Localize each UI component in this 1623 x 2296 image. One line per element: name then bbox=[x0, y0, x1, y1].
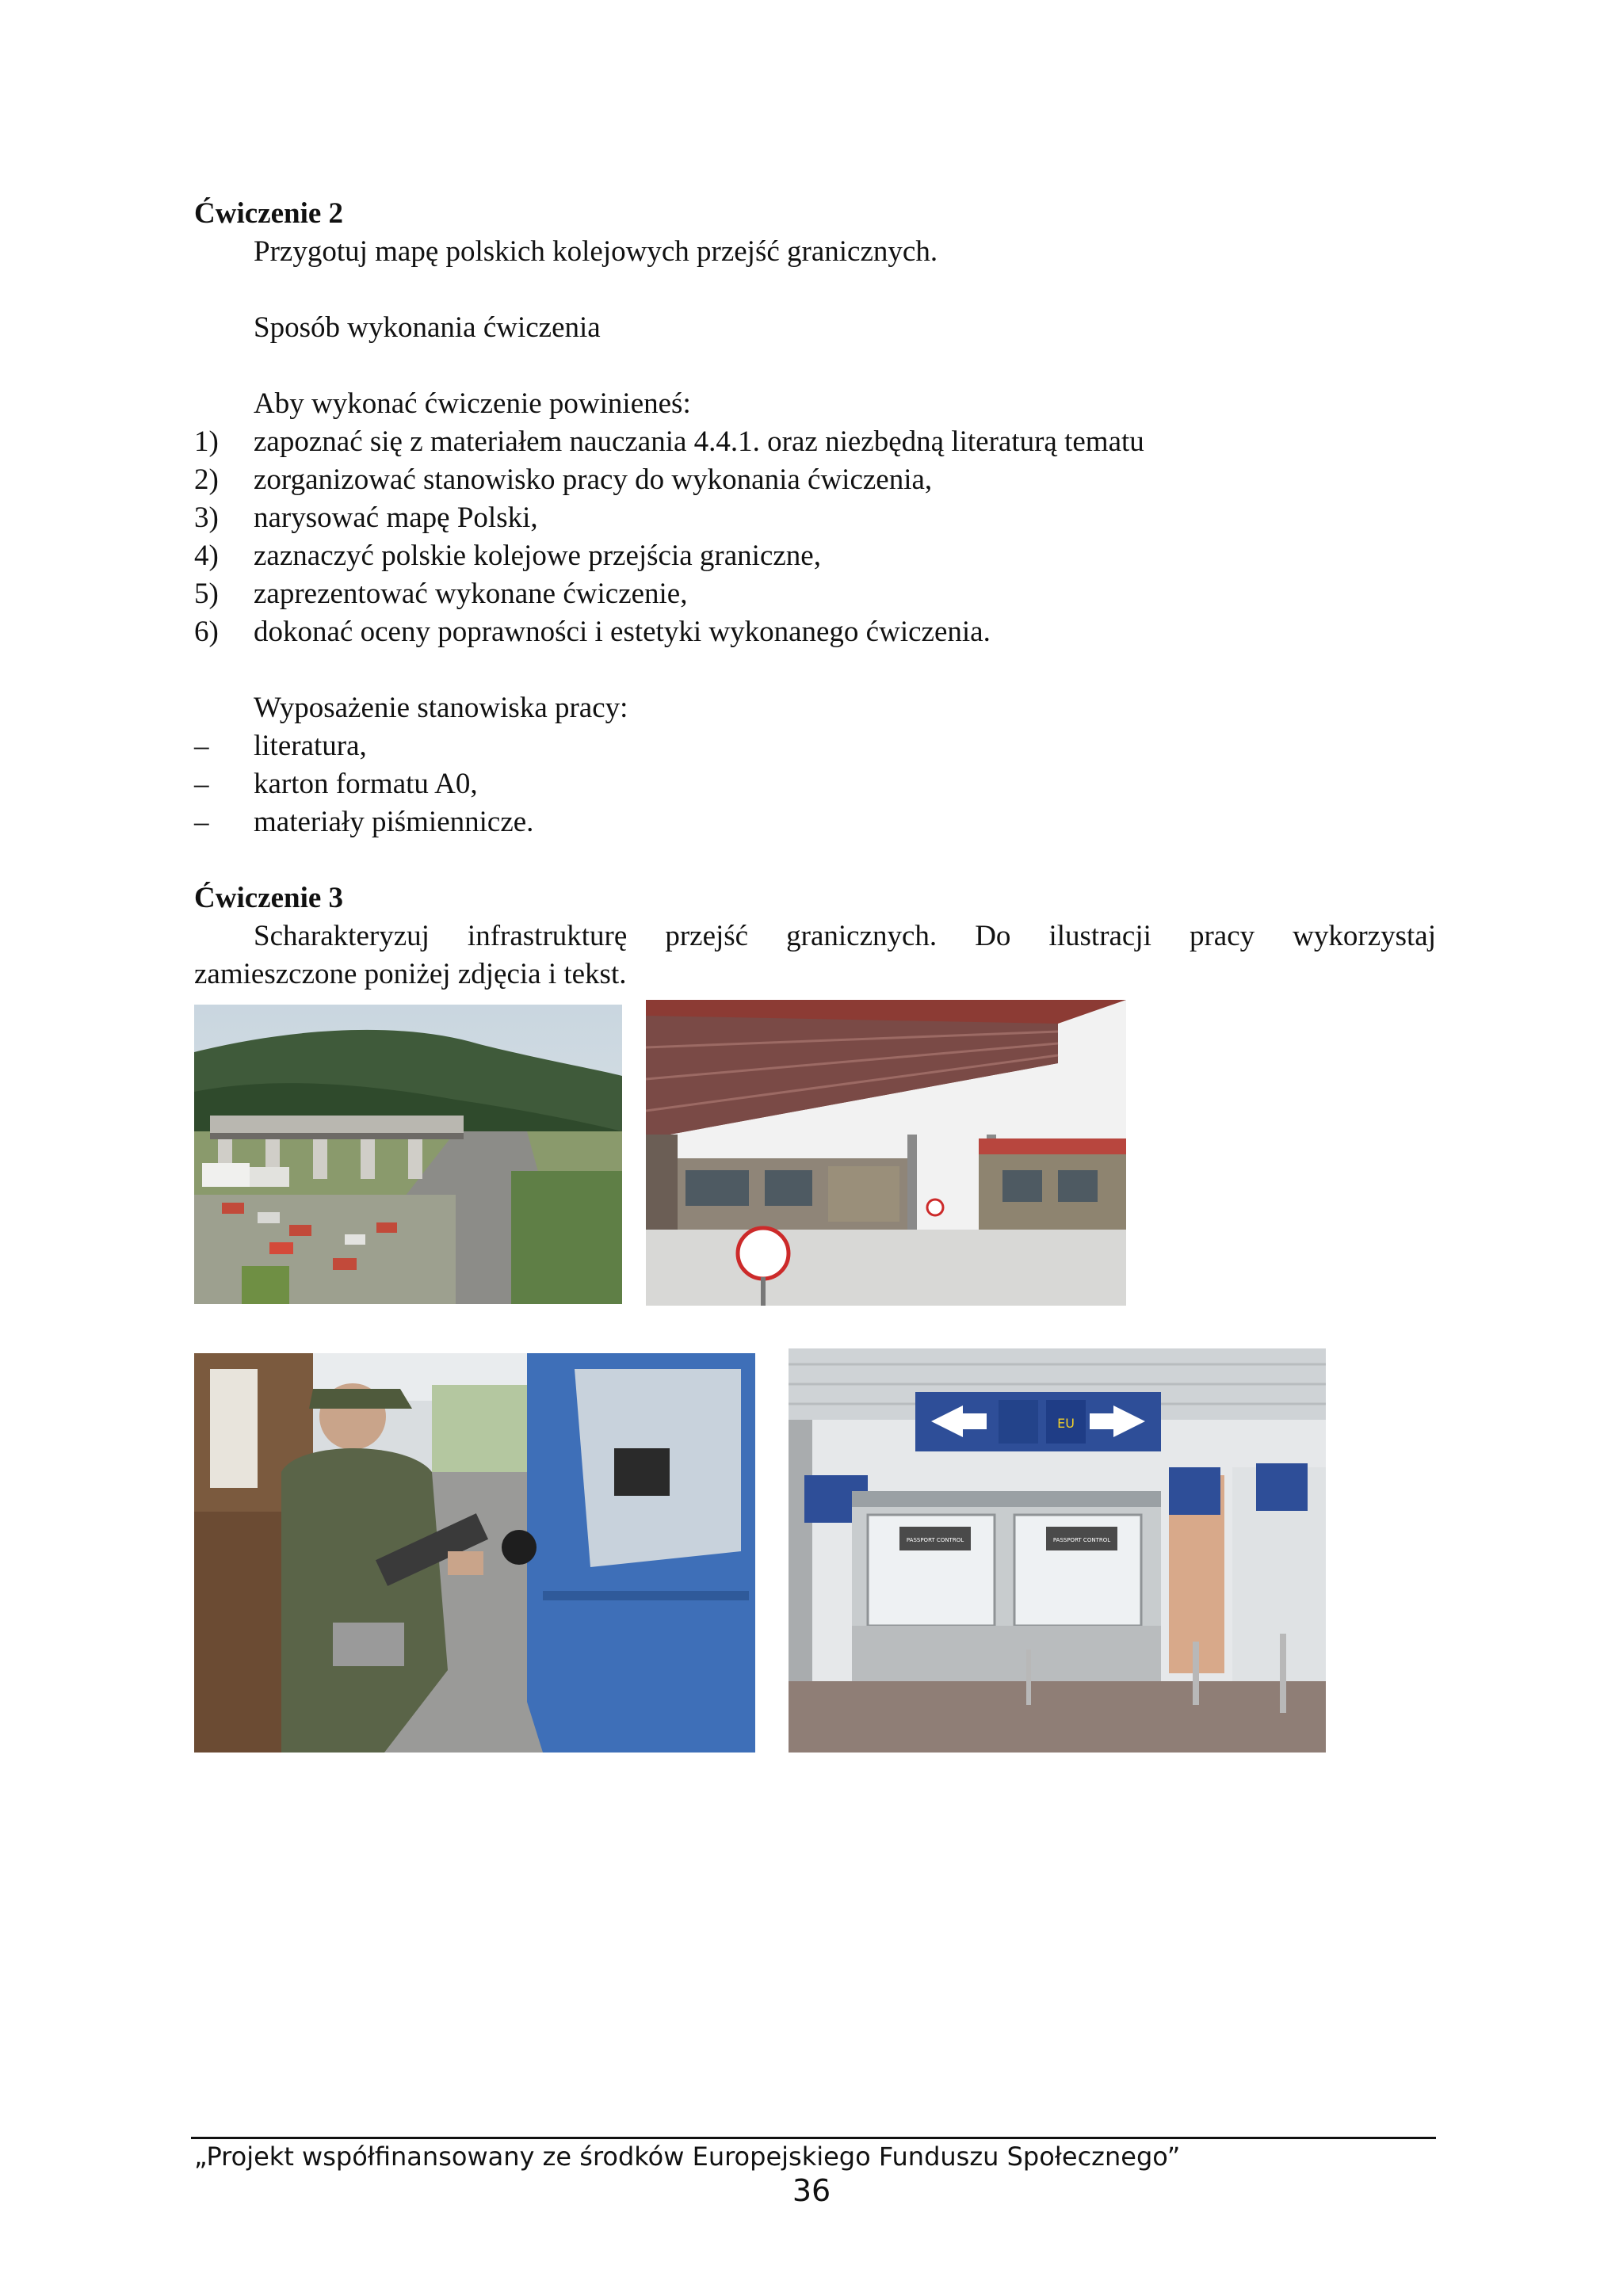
equipment-title: Wyposażenie stanowiska pracy: bbox=[254, 692, 628, 724]
step-text: zaznaczyć polskie kolejowe przejścia graniczne, bbox=[254, 540, 821, 572]
photo-border-crossing-canopy bbox=[646, 1000, 1126, 1306]
exercise-2-task: Przygotuj mapę polskich kolejowych przejść granicznych. bbox=[254, 235, 938, 268]
step-number: 1) bbox=[194, 425, 219, 458]
equipment-text: karton formatu A0, bbox=[254, 768, 478, 800]
bullet-dash: – bbox=[194, 768, 209, 800]
step-text: zaprezentować wykonane ćwiczenie, bbox=[254, 578, 688, 610]
step-number: 2) bbox=[194, 463, 219, 496]
exercise-3-heading: Ćwiczenie 3 bbox=[194, 882, 344, 914]
photo-border-crossing-aerial bbox=[194, 1005, 622, 1304]
eu-sign-label: EU bbox=[1057, 1416, 1075, 1431]
photo-border-guard-check bbox=[194, 1353, 755, 1753]
bullet-dash: – bbox=[194, 806, 209, 838]
step-text: narysować mapę Polski, bbox=[254, 502, 538, 534]
step-text: zapoznać się z materiałem nauczania 4.4.1. oraz niezbędną literaturą tematu bbox=[254, 425, 1144, 458]
step-number: 3) bbox=[194, 502, 219, 534]
step-number: 5) bbox=[194, 578, 219, 610]
step-number: 6) bbox=[194, 616, 219, 648]
step-text: dokonać oceny poprawności i estetyki wykonanego ćwiczenia. bbox=[254, 616, 991, 648]
page-number: 36 bbox=[792, 2173, 831, 2208]
exercise-3-text-line2: zamieszczone poniżej zdjęcia i tekst. bbox=[194, 958, 627, 990]
photo-passport-control-hall bbox=[789, 1348, 1326, 1753]
exercise-2-heading: Ćwiczenie 2 bbox=[194, 197, 344, 230]
passport-control-sign-left: PASSPORT CONTROL bbox=[906, 1537, 964, 1543]
exercise-3-text-line1: Scharakteryzuj infrastrukturę przejść granicznych. Do ilustracji pracy wykorzystaj bbox=[254, 920, 1436, 952]
footer-text: „Projekt współfinansowany ze środków Europejskiego Funduszu Społecznego” bbox=[194, 2142, 1181, 2172]
step-text: zorganizować stanowisko pracy do wykonania ćwiczenia, bbox=[254, 463, 933, 496]
passport-control-sign-right: PASSPORT CONTROL bbox=[1052, 1537, 1111, 1543]
method-title: Sposób wykonania ćwiczenia bbox=[254, 311, 601, 344]
bullet-dash: – bbox=[194, 730, 209, 762]
step-number: 4) bbox=[194, 540, 219, 572]
steps-intro: Aby wykonać ćwiczenie powinieneś: bbox=[254, 387, 691, 420]
equipment-text: materiały piśmiennicze. bbox=[254, 806, 534, 838]
equipment-text: literatura, bbox=[254, 730, 367, 762]
